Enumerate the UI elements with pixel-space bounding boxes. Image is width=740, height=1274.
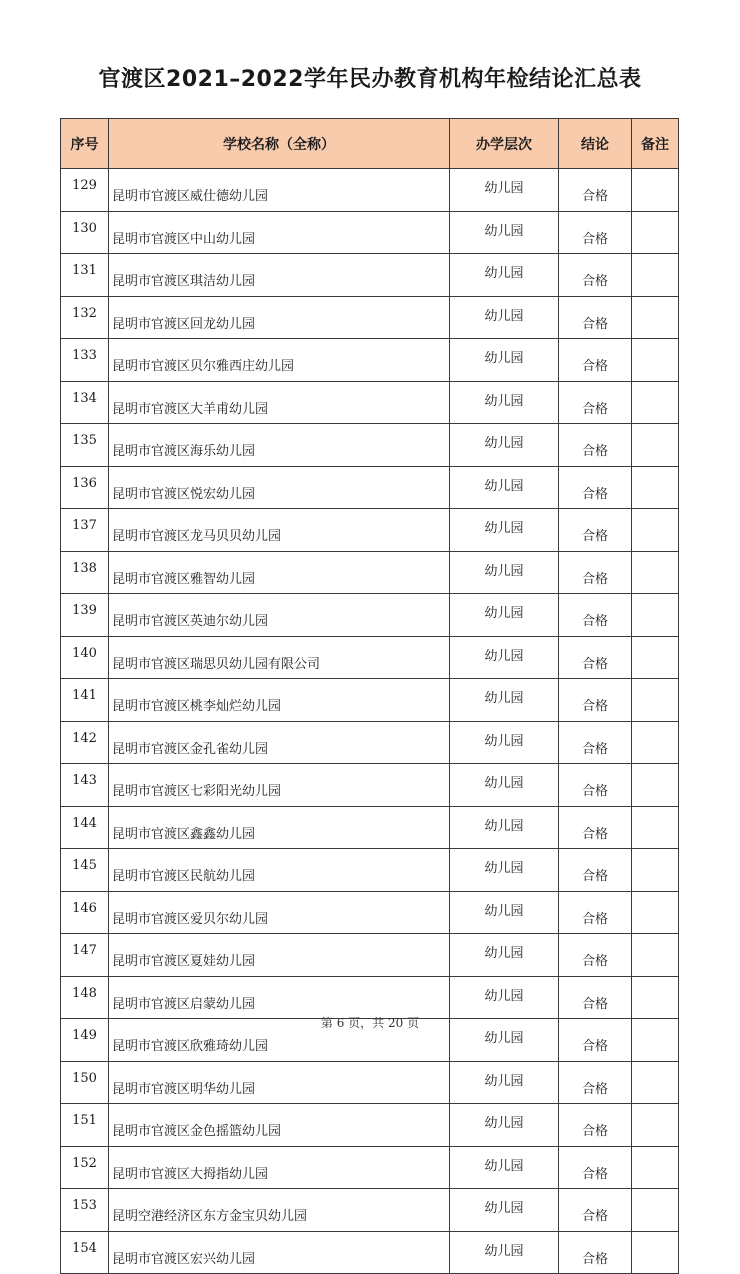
table-row bbox=[61, 424, 679, 467]
school-level: 幼儿园 bbox=[450, 296, 559, 339]
school-level: 幼儿园 bbox=[450, 636, 559, 679]
table-body bbox=[61, 169, 679, 1274]
row-number: 144 bbox=[61, 806, 109, 849]
row-number: 130 bbox=[61, 211, 109, 254]
table-row bbox=[61, 381, 679, 424]
summary-table bbox=[60, 118, 679, 1274]
inspection-result: 合格 bbox=[559, 806, 632, 849]
row-number: 133 bbox=[61, 339, 109, 382]
school-name: 昆明市官渡区七彩阳光幼儿园 bbox=[109, 764, 450, 807]
inspection-result: 合格 bbox=[559, 721, 632, 764]
school-level: 幼儿园 bbox=[450, 169, 559, 212]
table-row bbox=[61, 1231, 679, 1274]
school-name: 昆明市官渡区欣雅琦幼儿园 bbox=[109, 1019, 450, 1062]
school-name: 昆明市官渡区龙马贝贝幼儿园 bbox=[109, 509, 450, 552]
page-title: 官渡区2021–2022学年民办教育机构年检结论汇总表 bbox=[98, 67, 642, 92]
remark-cell bbox=[632, 509, 679, 552]
inspection-result: 合格 bbox=[559, 636, 632, 679]
school-level: 幼儿园 bbox=[450, 466, 559, 509]
inspection-result: 合格 bbox=[559, 1104, 632, 1147]
row-number: 148 bbox=[61, 976, 109, 1019]
row-number: 146 bbox=[61, 891, 109, 934]
row-number: 138 bbox=[61, 551, 109, 594]
remark-cell bbox=[632, 594, 679, 637]
school-level: 幼儿园 bbox=[450, 254, 559, 297]
table-row bbox=[61, 934, 679, 977]
inspection-result: 合格 bbox=[559, 169, 632, 212]
school-level: 幼儿园 bbox=[450, 1019, 559, 1062]
remark-cell bbox=[632, 891, 679, 934]
school-level: 幼儿园 bbox=[450, 1231, 559, 1274]
inspection-result: 合格 bbox=[559, 381, 632, 424]
school-level: 幼儿园 bbox=[450, 679, 559, 722]
header-level: 办学层次 bbox=[450, 119, 559, 169]
header-no: 序号 bbox=[61, 119, 109, 169]
remark-cell bbox=[632, 551, 679, 594]
school-name: 昆明市官渡区贝尔雅西庄幼儿园 bbox=[109, 339, 450, 382]
school-level: 幼儿园 bbox=[450, 806, 559, 849]
table-row bbox=[61, 466, 679, 509]
row-number: 136 bbox=[61, 466, 109, 509]
row-number: 147 bbox=[61, 934, 109, 977]
remark-cell bbox=[632, 296, 679, 339]
inspection-result: 合格 bbox=[559, 339, 632, 382]
remark-cell bbox=[632, 1146, 679, 1189]
row-number: 134 bbox=[61, 381, 109, 424]
inspection-result: 合格 bbox=[559, 849, 632, 892]
school-level: 幼儿园 bbox=[450, 594, 559, 637]
remark-cell bbox=[632, 424, 679, 467]
school-name: 昆明市官渡区悦宏幼儿园 bbox=[109, 466, 450, 509]
inspection-result: 合格 bbox=[559, 211, 632, 254]
row-number: 139 bbox=[61, 594, 109, 637]
row-number: 151 bbox=[61, 1104, 109, 1147]
school-name: 昆明市官渡区瑞思贝幼儿园有限公司 bbox=[109, 636, 450, 679]
inspection-result: 合格 bbox=[559, 1231, 632, 1274]
school-level: 幼儿园 bbox=[450, 1104, 559, 1147]
row-number: 129 bbox=[61, 169, 109, 212]
school-name: 昆明市官渡区海乐幼儿园 bbox=[109, 424, 450, 467]
row-number: 137 bbox=[61, 509, 109, 552]
table-row bbox=[61, 169, 679, 212]
table-row bbox=[61, 1104, 679, 1147]
remark-cell bbox=[632, 1189, 679, 1232]
header-result: 结论 bbox=[559, 119, 632, 169]
school-name: 昆明市官渡区回龙幼儿园 bbox=[109, 296, 450, 339]
school-name: 昆明市官渡区金孔雀幼儿园 bbox=[109, 721, 450, 764]
inspection-result: 合格 bbox=[559, 551, 632, 594]
school-level: 幼儿园 bbox=[450, 721, 559, 764]
inspection-result: 合格 bbox=[559, 509, 632, 552]
table-header-row bbox=[61, 119, 679, 169]
school-name: 昆明市官渡区爱贝尔幼儿园 bbox=[109, 891, 450, 934]
row-number: 131 bbox=[61, 254, 109, 297]
inspection-result: 合格 bbox=[559, 1019, 632, 1062]
remark-cell bbox=[632, 764, 679, 807]
school-level: 幼儿园 bbox=[450, 1189, 559, 1232]
remark-cell bbox=[632, 934, 679, 977]
school-level: 幼儿园 bbox=[450, 551, 559, 594]
table-row bbox=[61, 764, 679, 807]
row-number: 142 bbox=[61, 721, 109, 764]
page-footer: 第 6 页，共 20 页 bbox=[320, 1016, 420, 1030]
school-name: 昆明市官渡区英迪尔幼儿园 bbox=[109, 594, 450, 637]
remark-cell bbox=[632, 1104, 679, 1147]
header-remark: 备注 bbox=[632, 119, 679, 169]
inspection-result: 合格 bbox=[559, 296, 632, 339]
school-level: 幼儿园 bbox=[450, 891, 559, 934]
school-name: 昆明市官渡区鑫鑫幼儿园 bbox=[109, 806, 450, 849]
table-row bbox=[61, 211, 679, 254]
school-name: 昆明市官渡区明华幼儿园 bbox=[109, 1061, 450, 1104]
inspection-result: 合格 bbox=[559, 934, 632, 977]
school-level: 幼儿园 bbox=[450, 764, 559, 807]
school-level: 幼儿园 bbox=[450, 211, 559, 254]
inspection-result: 合格 bbox=[559, 1146, 632, 1189]
table-row bbox=[61, 806, 679, 849]
header-school-name: 学校名称（全称） bbox=[109, 119, 450, 169]
school-name: 昆明市官渡区桃李灿烂幼儿园 bbox=[109, 679, 450, 722]
remark-cell bbox=[632, 466, 679, 509]
table-row bbox=[61, 509, 679, 552]
row-number: 145 bbox=[61, 849, 109, 892]
row-number: 140 bbox=[61, 636, 109, 679]
inspection-result: 合格 bbox=[559, 1189, 632, 1232]
school-name: 昆明市官渡区宏兴幼儿园 bbox=[109, 1231, 450, 1274]
school-name: 昆明市官渡区大拇指幼儿园 bbox=[109, 1146, 450, 1189]
table-row bbox=[61, 1146, 679, 1189]
remark-cell bbox=[632, 1061, 679, 1104]
school-name: 昆明市官渡区金色摇篮幼儿园 bbox=[109, 1104, 450, 1147]
school-level: 幼儿园 bbox=[450, 424, 559, 467]
school-level: 幼儿园 bbox=[450, 934, 559, 977]
row-number: 153 bbox=[61, 1189, 109, 1232]
table-row bbox=[61, 679, 679, 722]
inspection-result: 合格 bbox=[559, 976, 632, 1019]
row-number: 132 bbox=[61, 296, 109, 339]
school-name: 昆明市官渡区雅智幼儿园 bbox=[109, 551, 450, 594]
table-row bbox=[61, 594, 679, 637]
remark-cell bbox=[632, 339, 679, 382]
table-row bbox=[61, 551, 679, 594]
school-level: 幼儿园 bbox=[450, 509, 559, 552]
table-row bbox=[61, 891, 679, 934]
remark-cell bbox=[632, 254, 679, 297]
school-name: 昆明市官渡区琪洁幼儿园 bbox=[109, 254, 450, 297]
school-level: 幼儿园 bbox=[450, 1061, 559, 1104]
table-row bbox=[61, 721, 679, 764]
table-row bbox=[61, 976, 679, 1019]
row-number: 150 bbox=[61, 1061, 109, 1104]
inspection-result: 合格 bbox=[559, 891, 632, 934]
table-row bbox=[61, 339, 679, 382]
row-number: 154 bbox=[61, 1231, 109, 1274]
table-row bbox=[61, 636, 679, 679]
school-name: 昆明市官渡区中山幼儿园 bbox=[109, 211, 450, 254]
remark-cell bbox=[632, 636, 679, 679]
table-row bbox=[61, 296, 679, 339]
school-name: 昆明市官渡区启蒙幼儿园 bbox=[109, 976, 450, 1019]
school-name: 昆明空港经济区东方金宝贝幼儿园 bbox=[109, 1189, 450, 1232]
table-row bbox=[61, 1061, 679, 1104]
remark-cell bbox=[632, 806, 679, 849]
remark-cell bbox=[632, 976, 679, 1019]
school-level: 幼儿园 bbox=[450, 381, 559, 424]
remark-cell bbox=[632, 679, 679, 722]
school-level: 幼儿园 bbox=[450, 339, 559, 382]
remark-cell bbox=[632, 381, 679, 424]
row-number: 135 bbox=[61, 424, 109, 467]
table-row bbox=[61, 254, 679, 297]
inspection-result: 合格 bbox=[559, 594, 632, 637]
inspection-result: 合格 bbox=[559, 254, 632, 297]
table-row bbox=[61, 1189, 679, 1232]
remark-cell bbox=[632, 721, 679, 764]
remark-cell bbox=[632, 849, 679, 892]
inspection-result: 合格 bbox=[559, 764, 632, 807]
inspection-result: 合格 bbox=[559, 679, 632, 722]
row-number: 152 bbox=[61, 1146, 109, 1189]
school-level: 幼儿园 bbox=[450, 976, 559, 1019]
school-level: 幼儿园 bbox=[450, 1146, 559, 1189]
school-name: 昆明市官渡区威仕德幼儿园 bbox=[109, 169, 450, 212]
school-name: 昆明市官渡区民航幼儿园 bbox=[109, 849, 450, 892]
inspection-result: 合格 bbox=[559, 466, 632, 509]
inspection-result: 合格 bbox=[559, 1061, 632, 1104]
remark-cell bbox=[632, 1231, 679, 1274]
row-number: 143 bbox=[61, 764, 109, 807]
row-number: 149 bbox=[61, 1019, 109, 1062]
table-row bbox=[61, 849, 679, 892]
remark-cell bbox=[632, 211, 679, 254]
school-level: 幼儿园 bbox=[450, 849, 559, 892]
school-name: 昆明市官渡区大羊甫幼儿园 bbox=[109, 381, 450, 424]
school-name: 昆明市官渡区夏娃幼儿园 bbox=[109, 934, 450, 977]
inspection-result: 合格 bbox=[559, 424, 632, 467]
row-number: 141 bbox=[61, 679, 109, 722]
remark-cell bbox=[632, 169, 679, 212]
